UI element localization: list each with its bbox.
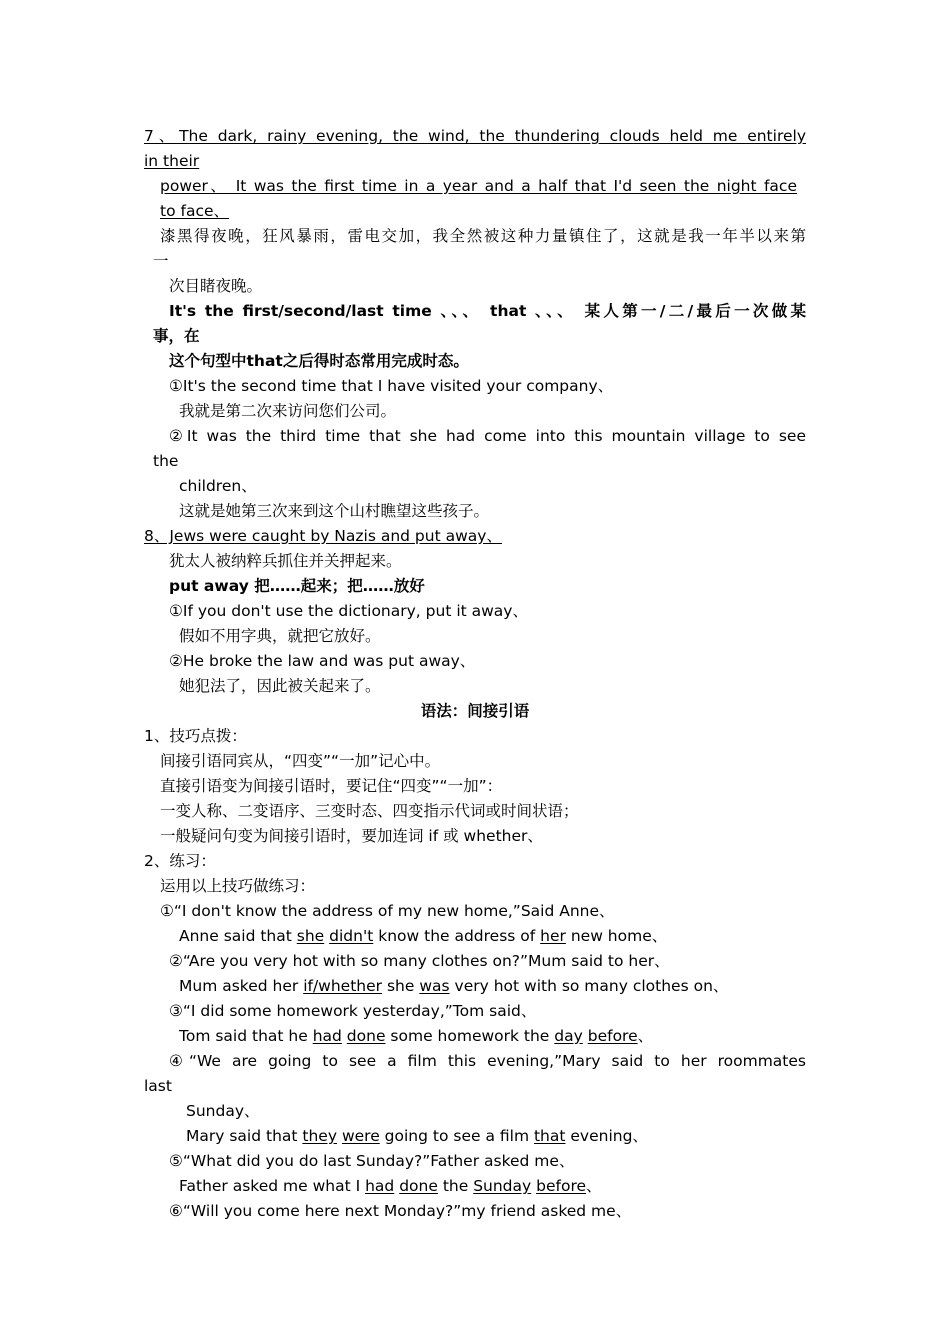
- s8-ex1cn: 假如不用字典，就把它放好。: [179, 627, 381, 645]
- exercise-6-question: ⑥“Will you come here next Monday?”my friend asked me、: [169, 1202, 632, 1220]
- answer-text: 、: [586, 1177, 602, 1195]
- s7-line3: power、 It was the first time in a year and a half that I'd seen the night face: [160, 177, 797, 195]
- answer-text: she: [382, 977, 420, 995]
- tip-1: 间接引语同宾从，“四变”“一加”记心中。: [160, 752, 441, 770]
- exercise-1-question: ①“I don't know the address of my new home,”Said Anne、: [160, 902, 615, 920]
- answer-blank: didn't: [329, 927, 374, 945]
- answer-text: Father asked me what I: [179, 1177, 366, 1195]
- answer-blank: done: [346, 1027, 386, 1045]
- answer-blank: her: [540, 927, 566, 945]
- answer-text: Mary said that: [186, 1127, 303, 1145]
- answer-blank: she: [296, 927, 325, 945]
- s7-line2: in their: [144, 152, 200, 170]
- exercise-4-question-cont: last: [144, 1077, 172, 1095]
- s8-cn: 犹太人被纳粹兵抓住并关押起来。: [169, 552, 402, 570]
- answer-text: some homework the: [385, 1027, 555, 1045]
- answer-text: new home、: [565, 927, 668, 945]
- exercise-4-answer: [144, 1124, 806, 1149]
- document-page: [144, 124, 806, 1224]
- s7-note: 这个句型中that之后得时态常用完成时态。: [169, 352, 469, 370]
- s8-ex2cn: 她犯法了，因此被关起来了。: [179, 677, 381, 695]
- tip-2: 直接引语变为间接引语时，要记住“四变”“一加”：: [160, 777, 503, 795]
- s7-ex2b: the: [153, 452, 179, 470]
- exercise-4-question-end: Sunday、: [186, 1102, 260, 1120]
- answer-text: very hot with so many clothes on、: [449, 977, 729, 995]
- s7-pattern2: 事，在: [153, 327, 200, 345]
- s7-ex2cn: 这就是她第三次来到这个山村瞧望这些孩子。: [179, 502, 490, 520]
- answer-blank: done: [399, 1177, 438, 1195]
- answer-text: going to see a film: [379, 1127, 534, 1145]
- answer-text: Mum asked her: [179, 977, 304, 995]
- s8-line1: [144, 524, 806, 549]
- grammar-title: 语法：间接引语: [420, 702, 530, 720]
- answer-text: Anne said that: [179, 927, 297, 945]
- answer-text: Tom said that he: [179, 1027, 313, 1045]
- exercise-5-question: ⑤“What did you do last Sunday?”Father asked me、: [169, 1152, 575, 1170]
- s7-ex1: ①It's the second time that I have visited your company、: [169, 377, 614, 395]
- exercise-2-question: ②“Are you very hot with so many clothes on?”Mum said to her、: [169, 952, 670, 970]
- s7-line4: [144, 199, 806, 224]
- tip-4: 一般疑问句变为间接引语时，要加连词 if 或 whether、: [160, 827, 543, 845]
- answer-text: evening、: [565, 1127, 648, 1145]
- exercise-3-question: ③“I did some homework yesterday,”Tom said、: [169, 1002, 537, 1020]
- exercise-4-question: ④“We are going to see a film this evening,”Mary said to her roommates: [169, 1052, 806, 1070]
- practice-heading: 2、练习：: [144, 852, 216, 870]
- s7-line1: 7、The dark, rainy evening, the wind, the thundering clouds held me entirely: [144, 127, 806, 145]
- practice-intro: 运用以上技巧做练习：: [160, 877, 316, 895]
- answer-blank: had: [365, 1177, 395, 1195]
- answer-blank: had: [312, 1027, 342, 1045]
- s7-ex2c: children、: [179, 477, 257, 495]
- exercise-1-answer: [144, 924, 806, 949]
- answer-blank: were: [341, 1127, 380, 1145]
- tip-3: 一变人称、二变语序、三变时态、四变指示代词或时间状语；: [160, 802, 579, 820]
- s7-ex2a: ②It was the third time that she had come into this mountain village to see: [169, 427, 806, 445]
- answer-text: 、: [637, 1027, 654, 1045]
- s7-cn1: 漆黑得夜晚，狂风暴雨，雷电交加，我全然被这种力量镇住了，这就是我一年半以来第: [160, 227, 806, 245]
- answer-blank: that: [533, 1127, 566, 1145]
- s7-cn2: 一: [153, 252, 169, 270]
- s8-ex1: ①If you don't use the dictionary, put it away、: [169, 602, 528, 620]
- s7-ex1cn: 我就是第二次来访问您们公司。: [179, 402, 397, 420]
- answer-text: know the address of: [373, 927, 541, 945]
- s7-line4-text: to face、: [160, 202, 230, 220]
- tips-heading: 1、技巧点拨：: [144, 727, 247, 745]
- answer-blank: they: [302, 1127, 338, 1145]
- answer-blank: if/whether: [303, 977, 383, 995]
- answer-blank: was: [419, 977, 450, 995]
- answer-blank: Sunday: [473, 1177, 532, 1195]
- s8-line1-text: 8、Jews were caught by Nazis and put away、: [144, 527, 502, 545]
- s7-cn3: 次目睹夜晚。: [169, 277, 263, 295]
- exercise-2-answer: [144, 974, 806, 999]
- answer-blank: day: [554, 1027, 583, 1045]
- s8-ex2: ②He broke the law and was put away、: [169, 652, 476, 670]
- answer-blank: before: [587, 1027, 638, 1045]
- s8-phrase: put away 把……起来；把……放好: [169, 577, 425, 595]
- answer-text: the: [437, 1177, 474, 1195]
- exercise-5-answer: [144, 1174, 806, 1199]
- answer-blank: before: [536, 1177, 587, 1195]
- s7-pattern1: It's the first/second/last time 、、、 that 、、、 某人第一/二/最后一次做某: [169, 302, 806, 320]
- exercise-3-answer: [144, 1024, 806, 1049]
